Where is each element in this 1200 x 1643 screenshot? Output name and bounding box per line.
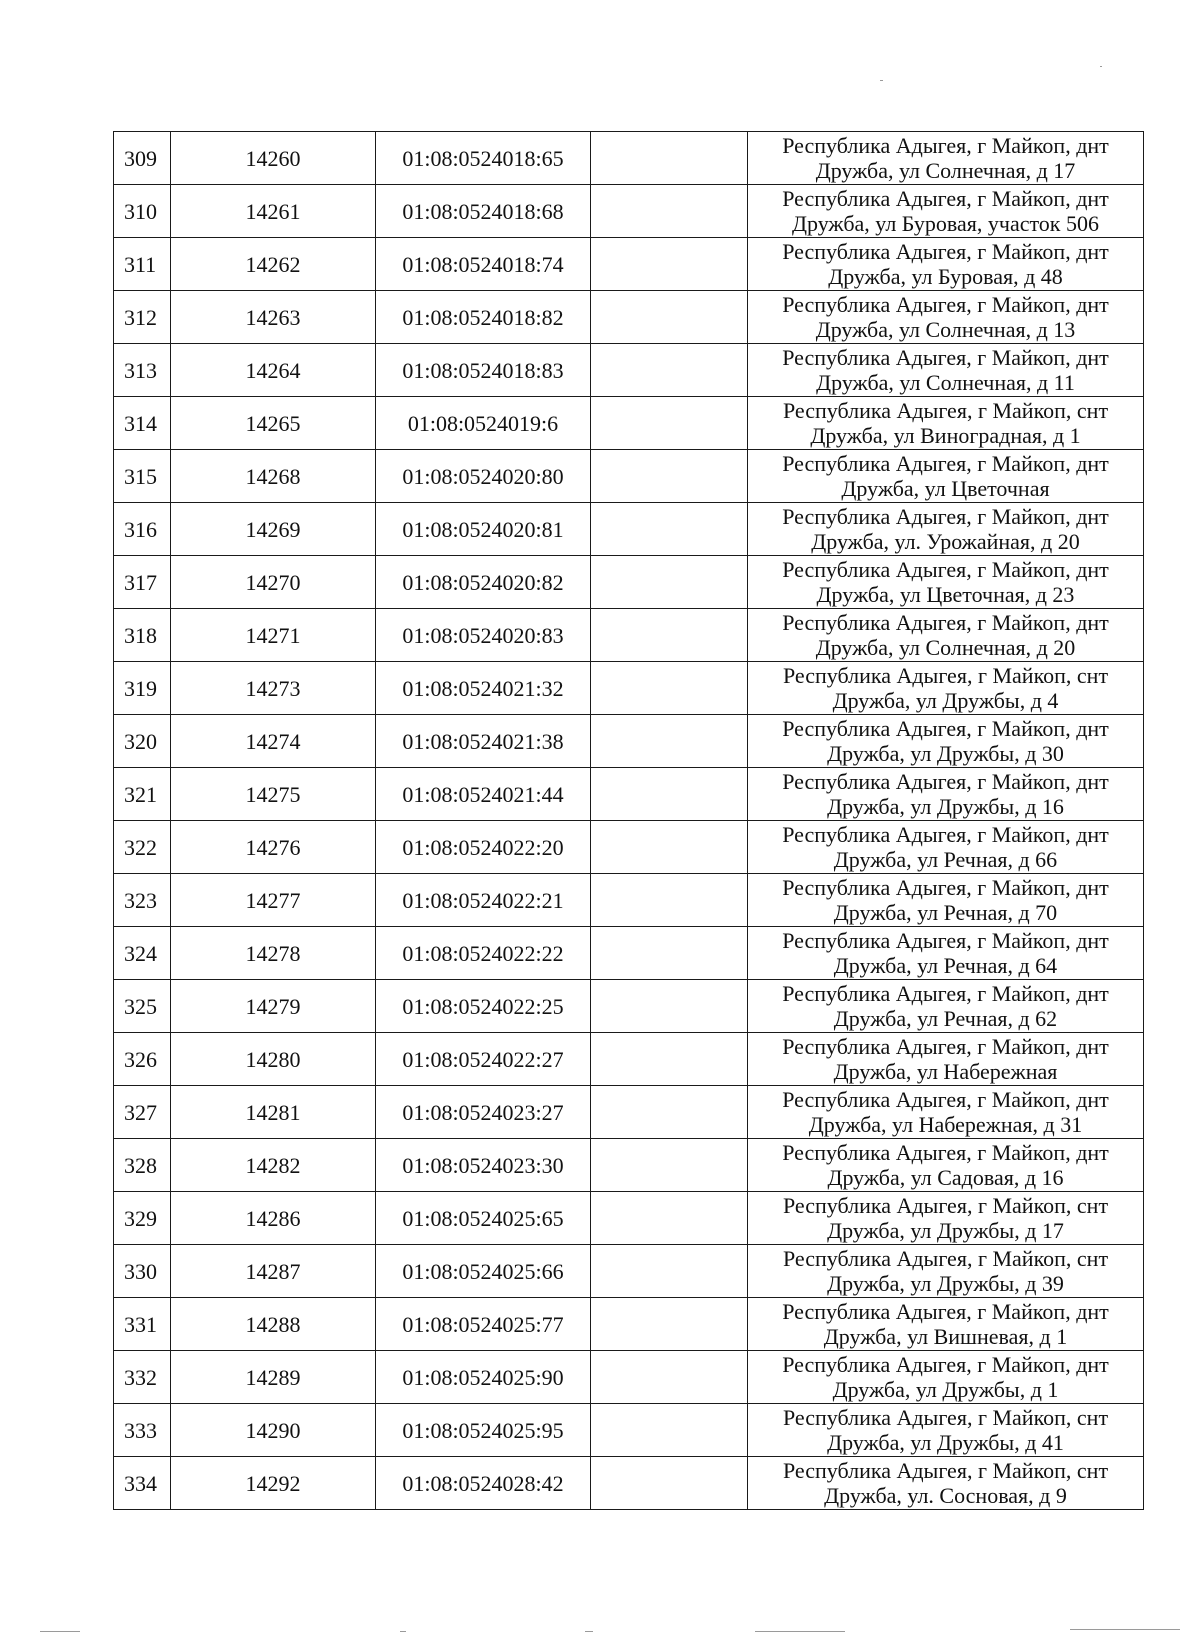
address-line-2: Дружба, ул Дружбы, д 17 [827, 1218, 1064, 1243]
address-line-2: Дружба, ул Дружбы, д 16 [827, 794, 1064, 819]
registry-table-body [114, 132, 1144, 1510]
row-number-cell: 323 [114, 874, 171, 927]
address-line-2: Дружба, ул Виноградная, д 1 [810, 423, 1081, 448]
address-line-2: Дружба, ул Цветочная, д 23 [816, 582, 1075, 607]
address-line-1: Республика Адыгея, г Майкоп, днт [782, 1034, 1109, 1059]
address-line-2: Дружба, ул Солнечная, д 13 [815, 317, 1076, 342]
address-cell [748, 821, 1144, 874]
cadastral-number-cell: 01:08:0524018:82 [376, 291, 591, 344]
row-number-cell: 324 [114, 927, 171, 980]
cadastral-number-cell: 01:08:0524021:32 [376, 662, 591, 715]
empty-cell [591, 238, 748, 291]
address-line-2: Дружба, ул Садовая, д 16 [827, 1165, 1064, 1190]
cadastral-number-cell: 01:08:0524020:83 [376, 609, 591, 662]
address-line-1: Республика Адыгея, г Майкоп, днт [782, 1299, 1109, 1324]
address-line-2: Дружба, ул Набережная [833, 1059, 1058, 1084]
table-row [114, 450, 1144, 503]
cadastral-number-cell: 01:08:0524020:82 [376, 556, 591, 609]
row-number-cell: 314 [114, 397, 171, 450]
cadastral-number-cell: 01:08:0524018:65 [376, 132, 591, 185]
row-number-cell: 328 [114, 1139, 171, 1192]
cadastral-number-cell: 01:08:0524023:27 [376, 1086, 591, 1139]
object-id-cell: 14289 [171, 1351, 376, 1404]
empty-cell [591, 1033, 748, 1086]
table-row [114, 1351, 1144, 1404]
address-line-1: Республика Адыгея, г Майкоп, днт [782, 186, 1109, 211]
empty-cell [591, 291, 748, 344]
empty-cell [591, 1298, 748, 1351]
table-row [114, 768, 1144, 821]
address-cell [748, 715, 1144, 768]
object-id-cell: 14292 [171, 1457, 376, 1510]
address-cell [748, 1086, 1144, 1139]
address-cell [748, 662, 1144, 715]
row-number-cell: 320 [114, 715, 171, 768]
address-line-2: Дружба, ул Буровая, д 48 [828, 264, 1063, 289]
cadastral-number-cell: 01:08:0524025:95 [376, 1404, 591, 1457]
cadastral-number-cell: 01:08:0524022:21 [376, 874, 591, 927]
row-number-cell: 322 [114, 821, 171, 874]
address-cell [748, 1192, 1144, 1245]
address-line-1: Республика Адыгея, г Майкоп, снт [782, 1458, 1109, 1483]
row-number-cell: 315 [114, 450, 171, 503]
address-line-1: Республика Адыгея, г Майкоп, снт [782, 1246, 1109, 1271]
address-line-1: Республика Адыгея, г Майкоп, днт [782, 504, 1109, 529]
cadastral-number-cell: 01:08:0524019:6 [376, 397, 591, 450]
scan-mark [400, 1631, 406, 1632]
cadastral-number-cell: 01:08:0524018:68 [376, 185, 591, 238]
cadastral-number-cell: 01:08:0524022:20 [376, 821, 591, 874]
cadastral-number-cell: 01:08:0524020:80 [376, 450, 591, 503]
row-number-cell: 321 [114, 768, 171, 821]
cadastral-number-cell: 01:08:0524025:77 [376, 1298, 591, 1351]
table-row [114, 927, 1144, 980]
address-line-1: Республика Адыгея, г Майкоп, днт [782, 345, 1109, 370]
table-row [114, 874, 1144, 927]
address-line-1: Республика Адыгея, г Майкоп, днт [782, 1140, 1109, 1165]
address-cell [748, 1351, 1144, 1404]
row-number-cell: 325 [114, 980, 171, 1033]
address-line-1: Республика Адыгея, г Майкоп, днт [782, 292, 1109, 317]
empty-cell [591, 185, 748, 238]
table-row [114, 715, 1144, 768]
object-id-cell: 14288 [171, 1298, 376, 1351]
empty-cell [591, 874, 748, 927]
object-id-cell: 14271 [171, 609, 376, 662]
address-line-1: Республика Адыгея, г Майкоп, днт [782, 928, 1109, 953]
address-line-2: Дружба, ул. Сосновая, д 9 [824, 1483, 1067, 1508]
row-number-cell: 330 [114, 1245, 171, 1298]
address-cell [748, 980, 1144, 1033]
empty-cell [591, 715, 748, 768]
address-cell [748, 238, 1144, 291]
row-number-cell: 334 [114, 1457, 171, 1510]
scan-mark [880, 80, 883, 81]
empty-cell [591, 1404, 748, 1457]
row-number-cell: 326 [114, 1033, 171, 1086]
address-cell [748, 1245, 1144, 1298]
object-id-cell: 14281 [171, 1086, 376, 1139]
row-number-cell: 332 [114, 1351, 171, 1404]
address-cell [748, 768, 1144, 821]
empty-cell [591, 1351, 748, 1404]
cadastral-number-cell: 01:08:0524018:74 [376, 238, 591, 291]
row-number-cell: 316 [114, 503, 171, 556]
table-row [114, 344, 1144, 397]
address-line-1: Республика Адыгея, г Майкоп, днт [782, 875, 1109, 900]
address-line-2: Дружба, ул Вишневая, д 1 [823, 1324, 1068, 1349]
cadastral-number-cell: 01:08:0524018:83 [376, 344, 591, 397]
row-number-cell: 312 [114, 291, 171, 344]
row-number-cell: 311 [114, 238, 171, 291]
address-line-2: Дружба, ул Солнечная, д 11 [816, 370, 1075, 395]
address-line-2: Дружба, ул Цветочная [841, 476, 1050, 501]
table-row [114, 132, 1144, 185]
address-cell [748, 1404, 1144, 1457]
table-row [114, 1245, 1144, 1298]
table-row [114, 980, 1144, 1033]
empty-cell [591, 132, 748, 185]
object-id-cell: 14287 [171, 1245, 376, 1298]
address-line-1: Республика Адыгея, г Майкоп, днт [782, 610, 1109, 635]
object-id-cell: 14279 [171, 980, 376, 1033]
empty-cell [591, 821, 748, 874]
object-id-cell: 14264 [171, 344, 376, 397]
row-number-cell: 327 [114, 1086, 171, 1139]
object-id-cell: 14278 [171, 927, 376, 980]
address-line-2: Дружба, ул Речная, д 64 [833, 953, 1058, 978]
address-line-2: Дружба, ул Речная, д 70 [833, 900, 1058, 925]
row-number-cell: 329 [114, 1192, 171, 1245]
scan-mark [40, 1631, 80, 1632]
row-number-cell: 333 [114, 1404, 171, 1457]
scan-mark [1100, 66, 1102, 67]
address-cell [748, 132, 1144, 185]
address-cell [748, 1457, 1144, 1510]
cadastral-number-cell: 01:08:0524022:25 [376, 980, 591, 1033]
address-cell [748, 450, 1144, 503]
address-line-1: Республика Адыгея, г Майкоп, снт [782, 663, 1109, 688]
address-line-1: Республика Адыгея, г Майкоп, днт [782, 981, 1109, 1006]
object-id-cell: 14265 [171, 397, 376, 450]
scan-mark [755, 1631, 845, 1632]
object-id-cell: 14262 [171, 238, 376, 291]
table-row [114, 1192, 1144, 1245]
row-number-cell: 318 [114, 609, 171, 662]
address-line-2: Дружба, ул Дружбы, д 4 [832, 688, 1059, 713]
land-plot-registry-table [113, 131, 1144, 1510]
address-line-1: Республика Адыгея, г Майкоп, днт [782, 133, 1109, 158]
cadastral-number-cell: 01:08:0524023:30 [376, 1139, 591, 1192]
cadastral-number-cell: 01:08:0524025:66 [376, 1245, 591, 1298]
address-cell [748, 874, 1144, 927]
row-number-cell: 309 [114, 132, 171, 185]
empty-cell [591, 397, 748, 450]
scan-mark [1070, 1629, 1180, 1630]
empty-cell [591, 450, 748, 503]
object-id-cell: 14280 [171, 1033, 376, 1086]
table-row [114, 185, 1144, 238]
address-line-2: Дружба, ул Солнечная, д 17 [815, 158, 1076, 183]
address-line-1: Республика Адыгея, г Майкоп, днт [782, 769, 1109, 794]
address-cell [748, 185, 1144, 238]
address-line-2: Дружба, ул Солнечная, д 20 [815, 635, 1076, 660]
address-line-1: Республика Адыгея, г Майкоп, снт [782, 1193, 1109, 1218]
object-id-cell: 14269 [171, 503, 376, 556]
address-line-1: Республика Адыгея, г Майкоп, днт [782, 1352, 1109, 1377]
address-line-1: Республика Адыгея, г Майкоп, днт [782, 822, 1109, 847]
object-id-cell: 14263 [171, 291, 376, 344]
cadastral-number-cell: 01:08:0524021:44 [376, 768, 591, 821]
cadastral-number-cell: 01:08:0524028:42 [376, 1457, 591, 1510]
address-cell [748, 556, 1144, 609]
cadastral-number-cell: 01:08:0524020:81 [376, 503, 591, 556]
address-cell [748, 1298, 1144, 1351]
empty-cell [591, 1192, 748, 1245]
object-id-cell: 14273 [171, 662, 376, 715]
address-cell [748, 397, 1144, 450]
address-line-2: Дружба, ул. Урожайная, д 20 [811, 529, 1080, 554]
empty-cell [591, 1457, 748, 1510]
address-cell [748, 609, 1144, 662]
empty-cell [591, 1086, 748, 1139]
object-id-cell: 14275 [171, 768, 376, 821]
cadastral-number-cell: 01:08:0524022:27 [376, 1033, 591, 1086]
empty-cell [591, 609, 748, 662]
empty-cell [591, 662, 748, 715]
object-id-cell: 14276 [171, 821, 376, 874]
object-id-cell: 14277 [171, 874, 376, 927]
address-line-1: Республика Адыгея, г Майкоп, днт [782, 239, 1109, 264]
row-number-cell: 317 [114, 556, 171, 609]
address-cell [748, 503, 1144, 556]
table-row [114, 1404, 1144, 1457]
table-row [114, 1298, 1144, 1351]
table-row [114, 662, 1144, 715]
object-id-cell: 14282 [171, 1139, 376, 1192]
address-line-2: Дружба, ул Речная, д 62 [833, 1006, 1058, 1031]
table-row [114, 1457, 1144, 1510]
empty-cell [591, 768, 748, 821]
table-row [114, 238, 1144, 291]
address-line-2: Дружба, ул Буровая, участок 506 [792, 211, 1099, 236]
address-line-2: Дружба, ул Дружбы, д 39 [827, 1271, 1064, 1296]
object-id-cell: 14270 [171, 556, 376, 609]
object-id-cell: 14274 [171, 715, 376, 768]
address-line-2: Дружба, ул Дружбы, д 30 [827, 741, 1064, 766]
cadastral-number-cell: 01:08:0524025:90 [376, 1351, 591, 1404]
address-line-1: Республика Адыгея, г Майкоп, днт [782, 557, 1109, 582]
cadastral-number-cell: 01:08:0524021:38 [376, 715, 591, 768]
table-row [114, 503, 1144, 556]
table-row [114, 821, 1144, 874]
empty-cell [591, 503, 748, 556]
address-cell [748, 344, 1144, 397]
table-row [114, 291, 1144, 344]
cadastral-number-cell: 01:08:0524025:65 [376, 1192, 591, 1245]
address-line-2: Дружба, ул Набережная, д 31 [808, 1112, 1083, 1137]
table-row [114, 556, 1144, 609]
empty-cell [591, 927, 748, 980]
scan-mark [585, 1631, 593, 1632]
address-cell [748, 1139, 1144, 1192]
address-line-1: Республика Адыгея, г Майкоп, днт [782, 716, 1109, 741]
empty-cell [591, 556, 748, 609]
object-id-cell: 14260 [171, 132, 376, 185]
empty-cell [591, 1139, 748, 1192]
address-line-1: Республика Адыгея, г Майкоп, снт [782, 1405, 1109, 1430]
address-cell [748, 927, 1144, 980]
address-cell [748, 1033, 1144, 1086]
table-row [114, 1139, 1144, 1192]
object-id-cell: 14268 [171, 450, 376, 503]
address-line-1: Республика Адыгея, г Майкоп, днт [782, 451, 1109, 476]
row-number-cell: 319 [114, 662, 171, 715]
address-line-2: Дружба, ул Речная, д 66 [833, 847, 1058, 872]
address-line-1: Республика Адыгея, г Майкоп, снт [782, 398, 1109, 423]
empty-cell [591, 1245, 748, 1298]
address-line-2: Дружба, ул Дружбы, д 41 [827, 1430, 1064, 1455]
table-row [114, 397, 1144, 450]
cadastral-number-cell: 01:08:0524022:22 [376, 927, 591, 980]
row-number-cell: 310 [114, 185, 171, 238]
table-row [114, 1086, 1144, 1139]
object-id-cell: 14290 [171, 1404, 376, 1457]
object-id-cell: 14286 [171, 1192, 376, 1245]
table-row [114, 1033, 1144, 1086]
table-row [114, 609, 1144, 662]
empty-cell [591, 980, 748, 1033]
object-id-cell: 14261 [171, 185, 376, 238]
address-line-1: Республика Адыгея, г Майкоп, днт [782, 1087, 1109, 1112]
empty-cell [591, 344, 748, 397]
address-cell [748, 291, 1144, 344]
row-number-cell: 313 [114, 344, 171, 397]
row-number-cell: 331 [114, 1298, 171, 1351]
address-line-2: Дружба, ул Дружбы, д 1 [832, 1377, 1059, 1402]
